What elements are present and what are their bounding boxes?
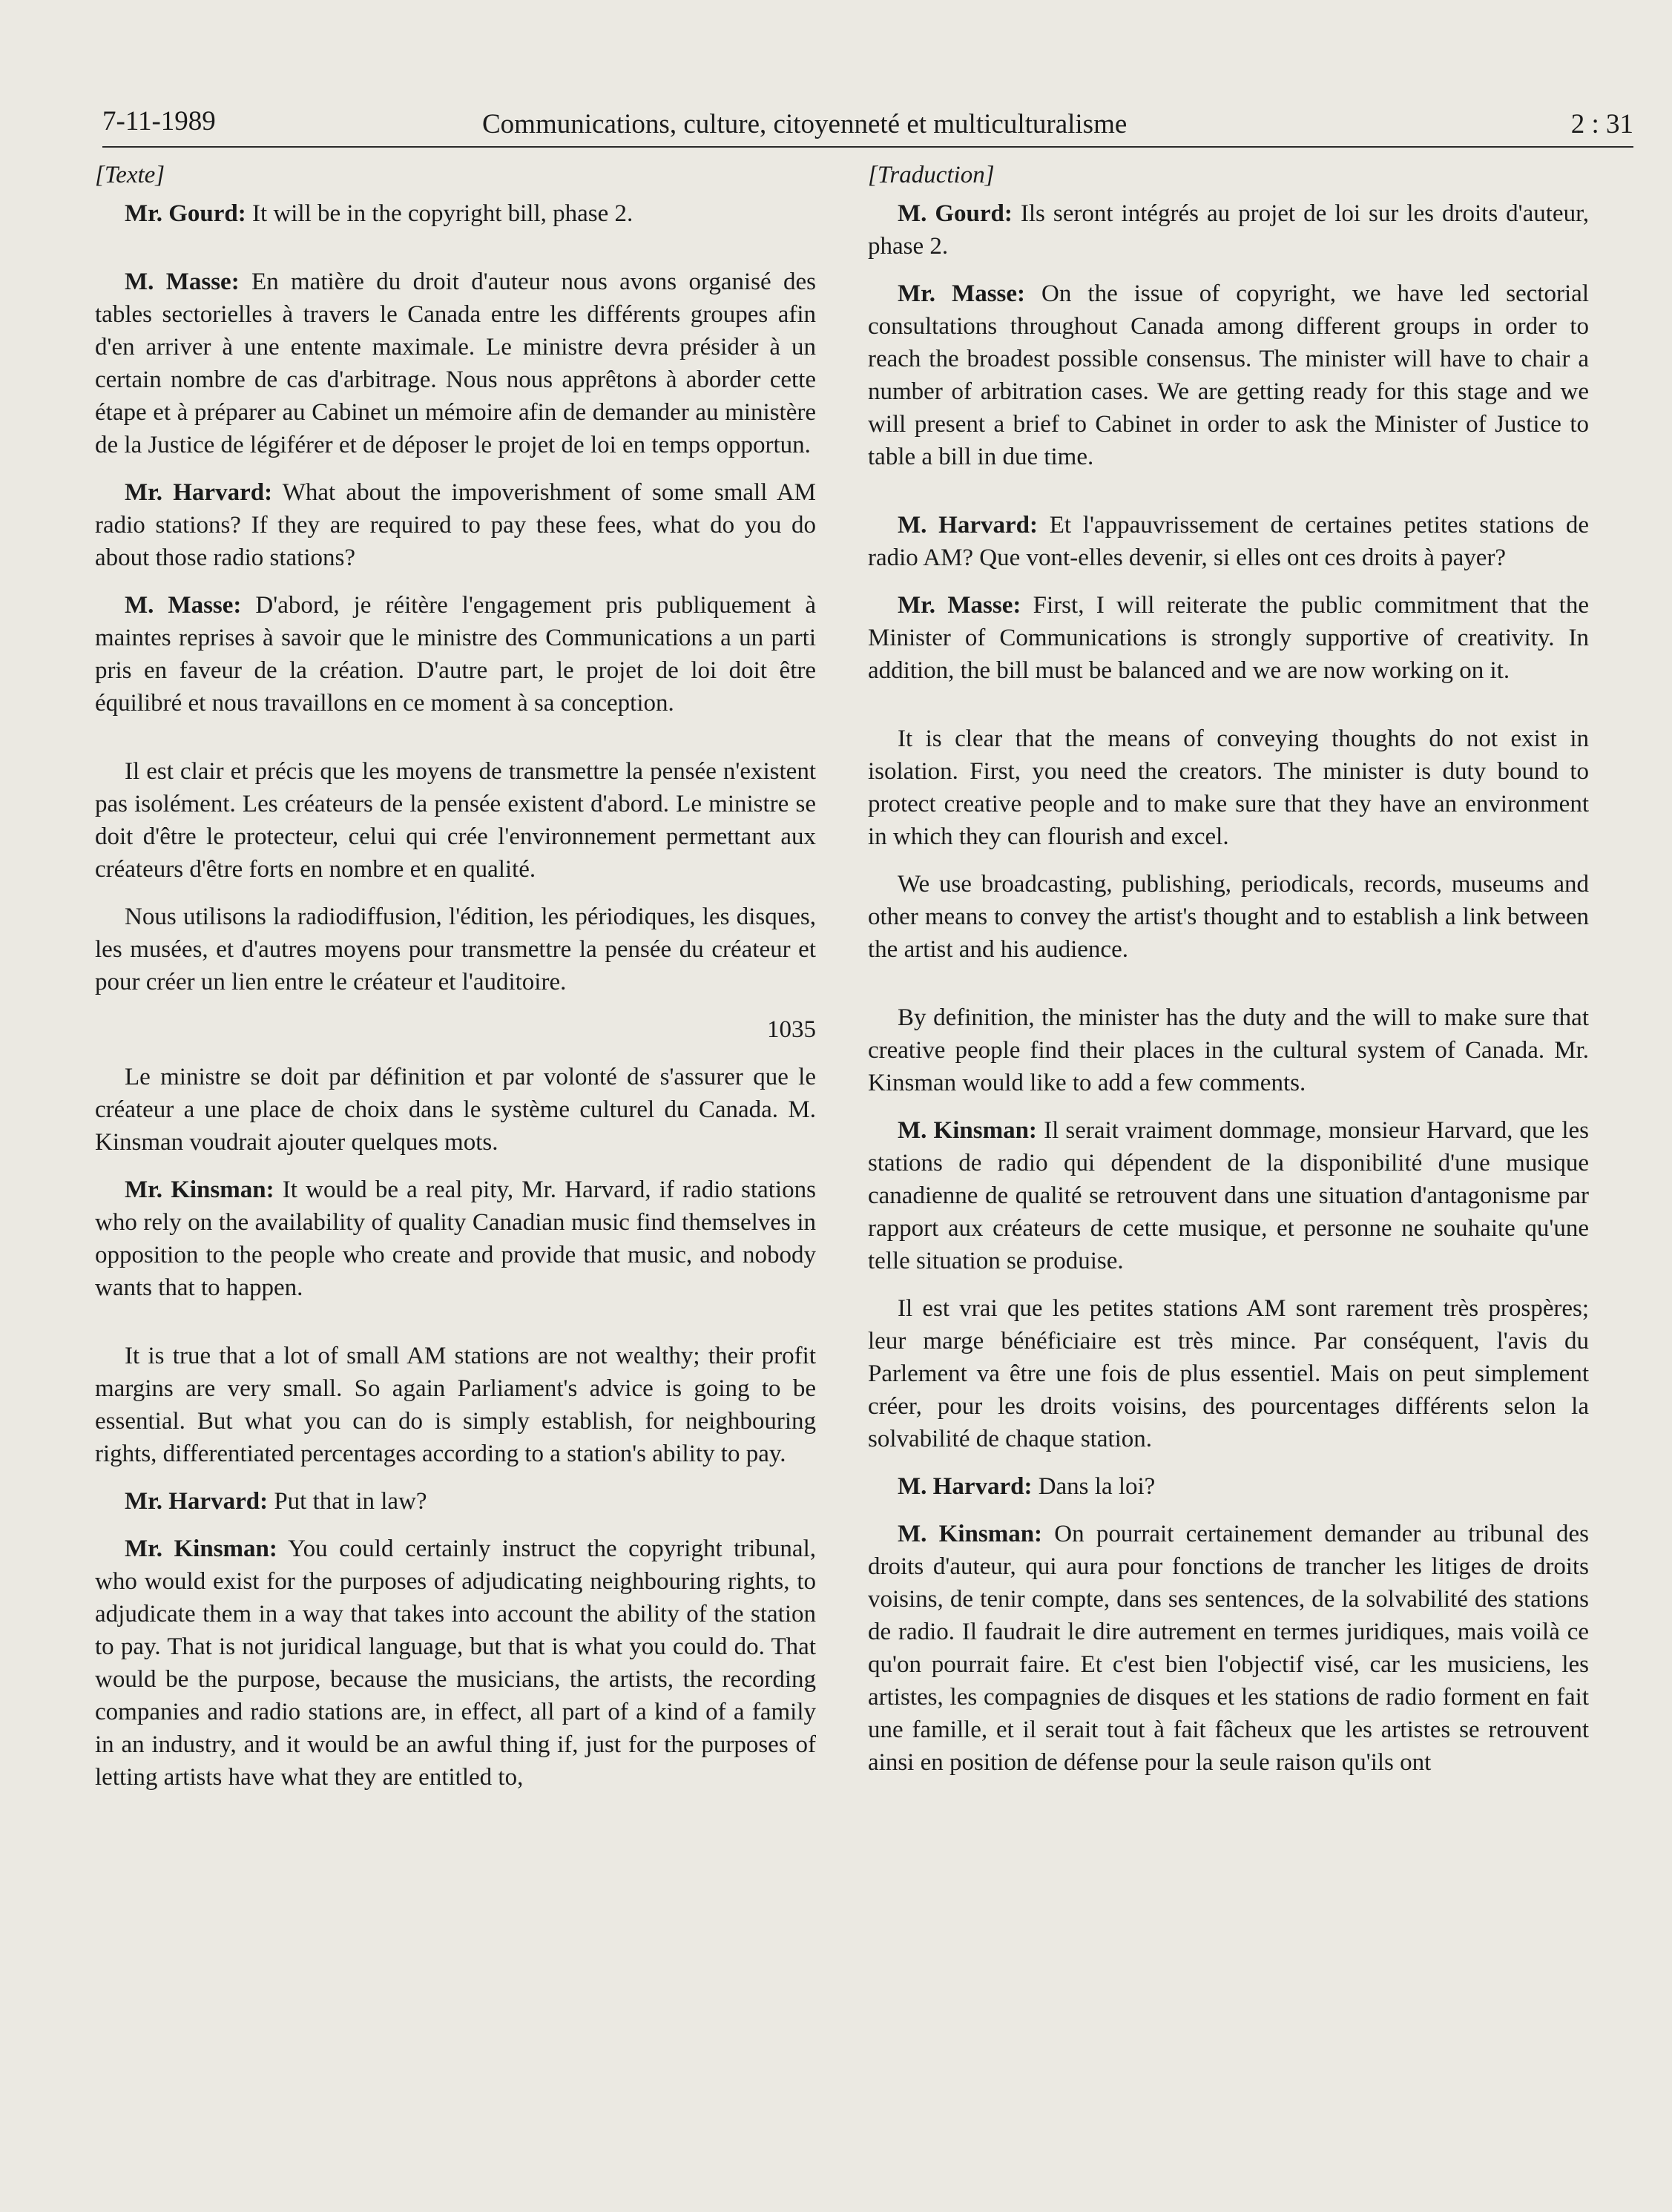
header-page-number: 2 : 31 xyxy=(1570,109,1633,139)
speaker-name: M. Gourd: xyxy=(898,200,1013,227)
speech-text: Et l'appauvrissement de certaines petites stations de radio AM? Que vont-elles devenir, si elles ont ces droits à payer? xyxy=(868,512,1589,571)
paragraph xyxy=(95,1533,816,1794)
speaker-name: Mr. Gourd: xyxy=(125,200,246,227)
speaker-name: Mr. Kinsman: xyxy=(125,1535,277,1562)
timestamp: 1035 xyxy=(767,1016,816,1043)
paragraph: By definition, the minister has the duty and the will to make sure that creative people find their places in the cultural system of Canada. Mr. Kinsman would like to add a few comments. xyxy=(868,1004,1589,1096)
speech-text: What about the impoverishment of some small AM radio stations? If they are required to pay these fees, what do you do about those radio stations? xyxy=(95,479,816,571)
speech-text: Put that in law? xyxy=(268,1488,427,1515)
column-label-traduction: [Traduction] xyxy=(868,162,995,188)
paragraph xyxy=(95,1485,816,1518)
right-column xyxy=(868,159,1589,1794)
speaker-name: M. Harvard: xyxy=(898,1473,1033,1500)
paragraph xyxy=(868,589,1589,687)
speaker-name: Mr. Harvard: xyxy=(125,479,273,506)
speech-text: Ils seront intégrés au projet de loi sur les droits d'auteur, phase 2. xyxy=(868,200,1589,260)
paragraph xyxy=(868,197,1589,263)
speaker-name: Mr. Harvard: xyxy=(125,1488,269,1515)
speech-text: Il serait vraiment dommage, monsieur Harvard, que les stations de radio qui dépendent de la disponibilité d'une musique canadienne de qualité se retrouvent dans une situation d'antagonisme par rapport aux créateurs de cette musique, et personne ne souhaite qu'une telle situation se produise. xyxy=(868,1117,1590,1274)
speech-text: Dans la loi? xyxy=(1032,1473,1156,1500)
paragraph: Il est clair et précis que les moyens de transmettre la pensée n'existent pas isolément. Les créateurs de la pensée existent d'abord. Le ministre se doit d'être le protecteur, celui qui crée l'environnement permettant aux créateurs d'être forts en nombre et en qualité. xyxy=(95,758,816,883)
speaker-name: Mr. Masse: xyxy=(898,592,1021,619)
paragraph xyxy=(95,476,816,574)
speaker-name: Mr. Kinsman: xyxy=(125,1176,274,1203)
paragraph: It is clear that the means of conveying thoughts do not exist in isolation. First, you need the creators. The minister is duty bound to protect creative people and to make sure that they have an environment in which they can flourish and excel. xyxy=(868,725,1589,850)
speech-text: First, I will reiterate the public commitment that the Minister of Communications is strongly supportive of creativity. In addition, the bill must be balanced and we are now working on it. xyxy=(868,592,1589,684)
paragraph: Il est vrai que les petites stations AM sont rarement très prospères; leur marge bénéficiaire est très mince. Par conséquent, l'avis du Parlement va être une fois de plus essentiel. Mais on peut simplement créer, pour les droits voisins, des pourcentages différents selon la solvabilité de chaque station. xyxy=(868,1295,1589,1452)
speaker-name: M. Masse: xyxy=(125,592,242,619)
paragraph xyxy=(868,1518,1589,1779)
paragraph xyxy=(95,589,816,720)
paragraph xyxy=(95,197,816,230)
paragraph xyxy=(868,277,1589,473)
paragraph xyxy=(868,509,1589,574)
speaker-name: M. Masse: xyxy=(125,269,240,295)
header-date: 7-11-1989 xyxy=(102,106,216,136)
speech-text: On pourrait certainement demander au tribunal des droits d'auteur, qui aura pour fonctions de trancher les litiges de droits voisins, de tenir compte, dans ses sentences, de la solvabilité des stations de radio. Il faudrait le dire autrement en termes juridiques, mais voilà ce qu'on pourrait faire. Et c'est bien l'objectif visé, car les musiciens, les artistes, les compagnies de disques et les stations de radio forment en fait une famille, et il serait tout à fait fâcheux que les artistes se retrouvent ainsi en position de défense pour la seule raison qu'ils ont xyxy=(868,1521,1589,1776)
column-label-texte: [Texte] xyxy=(95,162,165,188)
header-rule xyxy=(102,146,1633,148)
speaker-name: Mr. Masse: xyxy=(898,280,1026,307)
speaker-name: M. Kinsman: xyxy=(898,1117,1037,1144)
speaker-name: M. Harvard: xyxy=(898,512,1038,539)
paragraph xyxy=(95,266,816,461)
paragraph: Nous utilisons la radiodiffusion, l'édition, les périodiques, les disques, les musées, et d'autres moyens pour transmettre la pensée du créateur et pour créer un lien entre le créateur et l'auditoire. xyxy=(95,903,816,995)
speech-text: It will be in the copyright bill, phase 2. xyxy=(246,200,633,227)
speech-text: On the issue of copyright, we have led sectorial consultations throughout Canada among different groups in order to reach the broadest possible consensus. The minister will have to chair a number of arbitration cases. We are getting ready for this stage and we will present a brief to Cabinet in order to ask the Minister of Justice to table a bill in due time. xyxy=(868,280,1589,470)
paragraph xyxy=(868,1470,1589,1503)
speaker-name: M. Kinsman: xyxy=(898,1521,1043,1547)
page-header xyxy=(102,105,1633,150)
speech-text: D'abord, je réitère l'engagement pris publiquement à maintes reprises à savoir que le ministre des Communications a un parti pris en faveur de la création. D'autre part, le projet de loi doit être équilibré et nous travaillons en ce moment à sa conception. xyxy=(95,592,817,717)
paragraph: We use broadcasting, publishing, periodicals, records, museums and other means to convey the artist's thought and to establish a link between the artist and his audience. xyxy=(868,871,1589,963)
speech-text: It would be a real pity, Mr. Harvard, if radio stations who rely on the availability of quality Canadian music find themselves in opposition to the people who create and provide that music, and nobody wants that to happen. xyxy=(95,1176,816,1301)
paragraph: Le ministre se doit par définition et par volonté de s'assurer que le créateur a une place de choix dans le système culturel du Canada. M. Kinsman voudrait ajouter quelques mots. xyxy=(95,1064,816,1156)
speech-text: You could certainly instruct the copyright tribunal, who would exist for the purposes of adjudicating neighbouring rights, to adjudicate them in a way that takes into account the ability of the station to pay. That is not juridical language, but that is what you could do. That would be the purpose, because the musicians, the artists, the recording companies and radio stations are, in effect, all part of a kind of a family in an industry, and it would be an awful thing if, just for the purposes of letting artists have what they are entitled to, xyxy=(95,1535,816,1791)
header-title: Communications, culture, citoyenneté et multiculturalisme xyxy=(482,109,1128,139)
paragraph xyxy=(95,1174,816,1304)
left-column xyxy=(95,159,816,1808)
paragraph: It is true that a lot of small AM stations are not wealthy; their profit margins are very small. So again Parliament's advice is going to be essential. But what you can do is simply establish, for neighbouring rights, differentiated percentages according to a station's ability to pay. xyxy=(95,1343,816,1467)
paragraph xyxy=(868,1114,1589,1277)
speech-text: En matière du droit d'auteur nous avons organisé des tables sectorielles à travers le Canada entre les différents groupes afin d'en arriver à une entente maximale. Le ministre devra présider à un certain nombre de cas d'arbitrage. Nous nous apprêtons à aborder cette étape et à préparer au Cabinet un mémoire afin de demander au ministère de la Justice de légiférer et de déposer le projet de loi en temps opportun. xyxy=(95,269,816,458)
